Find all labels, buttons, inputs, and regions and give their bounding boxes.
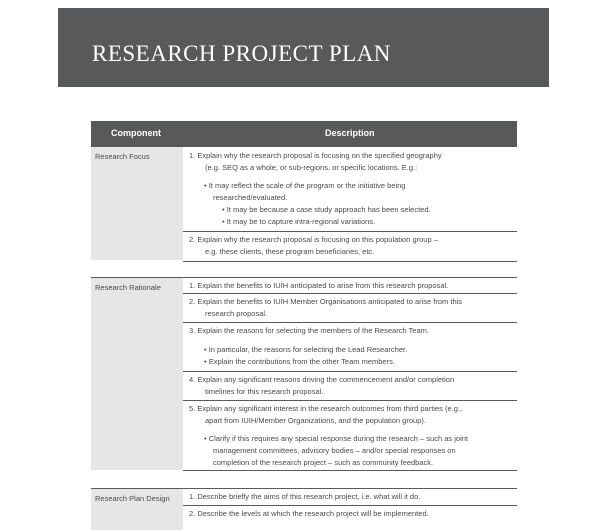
item-text-line: management committees, advisory bodies – and/or special responses on [213,446,456,455]
item-text-line: 1. Explain the benefits to IUIH anticipated to arise from this research proposal. [189,281,449,290]
row-divider [183,400,517,401]
row-divider [183,371,517,372]
item-text-line: research proposal. [205,309,268,318]
list-item [189,374,454,398]
list-item [189,234,438,258]
item-text-line: 4. Explain any significant reasons driving the commencement and/or completion [189,375,455,384]
section-label-research-rationale: Research Rationale [95,283,161,292]
list-item [189,508,429,520]
column-header-component: Component [111,128,161,138]
item-text-line: 2. Explain the benefits to IUIH Member Organisations anticipated to arise from this [189,297,463,306]
item-text-line: (e.g. SEQ as a whole, or sub-regions, or specific locations. E.g.: [205,163,418,172]
section-label-research-focus: Research Focus [95,152,150,161]
item-text-line: • Clarify if this requires any special response during the research – such as joint [204,434,469,443]
list-item [204,344,407,368]
list-item [189,403,462,427]
item-text-line: researched/evaluated. [213,193,288,202]
section-label-research-plan-design: Research Plan Design [95,494,170,503]
row-divider [183,322,517,323]
list-item [204,433,468,469]
item-text-line: 1. Describe briefly the aims of this research project, i.e. what will it do. [189,492,421,501]
row-divider [183,231,517,232]
item-text-line: • It may be to capture intra-regional variations. [222,217,376,226]
item-text-line: • Explain the contributions from the other Team members. [204,357,395,366]
list-item [189,491,420,503]
item-text-line: completion of the research project – such as community feedback. [213,458,434,467]
item-text-line: • In particular, the reasons for selecting the Lead Researcher. [204,345,408,354]
item-text-line: e.g. these clients, these program beneficiaries, etc. [205,247,375,256]
item-text-line: • It may reflect the scale of the program or the initiative being [204,181,406,190]
page-title: RESEARCH PROJECT PLAN [92,41,391,66]
item-text-line: 2. Describe the levels at which the research project will be implemented. [189,509,429,518]
item-text-line: 2. Explain why the research proposal is focusing on this population group – [189,235,438,244]
title-banner [58,8,549,87]
section-label-cell [91,278,183,470]
row-divider [183,293,517,294]
item-text-line: apart from IUIH/Member Organizations, and the population group). [205,416,426,425]
item-text-line: 3. Explain the reasons for selecting the members of the Research Team. [189,326,429,335]
list-item [189,150,442,174]
list-item [204,180,405,204]
list-item [189,296,462,320]
column-header-description: Description [325,128,375,138]
item-text-line: • It may be because a case study approach has been selected. [222,205,431,214]
list-item [189,280,448,292]
item-text-line: timelines for this research proposal. [205,387,324,396]
row-divider [183,470,517,471]
section-label-cell [91,147,183,260]
item-text-line: 5. Explain any significant interest in the research outcomes from third parties (e.g., [189,404,463,413]
row-divider [183,505,517,506]
row-divider [183,261,517,262]
item-text-line: 1. Explain why the research proposal is focusing on the specified geography [189,151,442,160]
list-item [189,325,429,337]
list-item [222,204,431,228]
table-header [91,121,517,147]
